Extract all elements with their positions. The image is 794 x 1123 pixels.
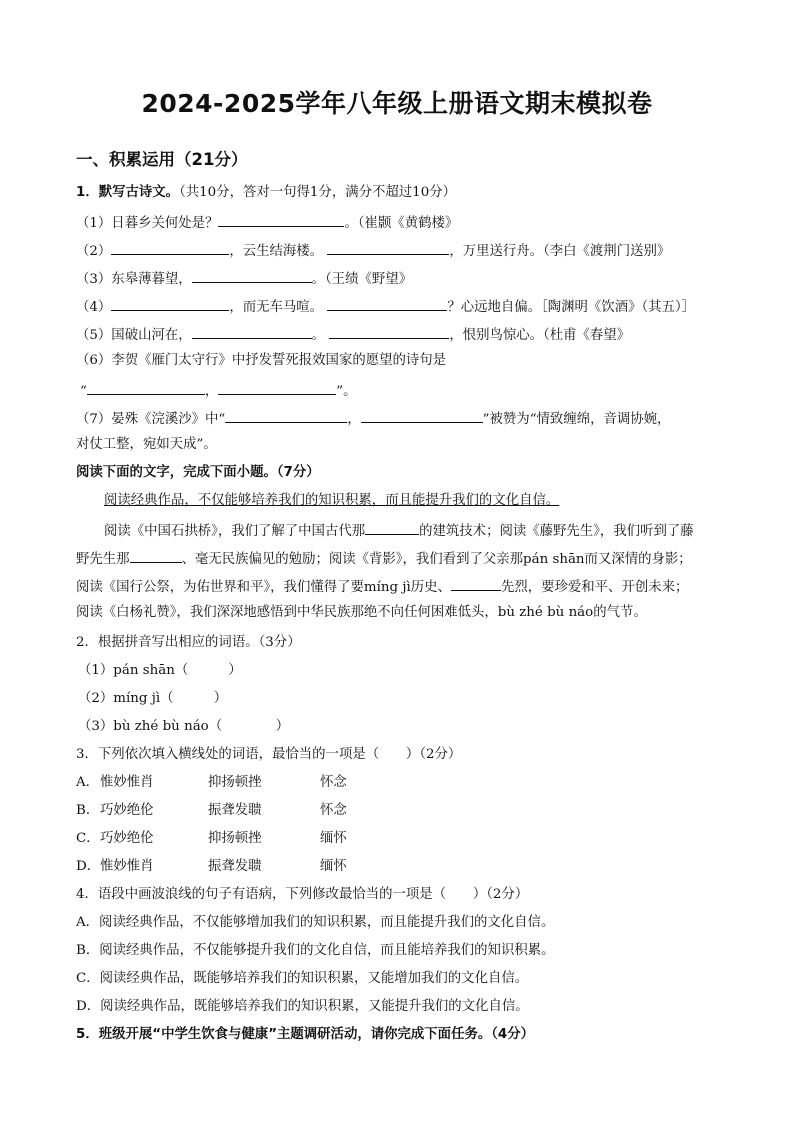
q1-line-1: （1）日暮乡关何处是？ 。（崔颢《黄鹤楼》 (76, 212, 458, 233)
fill-blank[interactable] (451, 576, 501, 591)
q2-item-3[interactable]: （3）bù zhé bù náo（ ） (78, 719, 290, 734)
q4-option-a[interactable]: A．阅读经典作品，不仅能够增加我们的知识积累，而且能提升我们的文化自信。 (76, 915, 555, 930)
q1-line-6-answer: “ ， ”。 (80, 380, 357, 401)
q1-line-3: （3）东皋薄暮望， 。（王绩《野望》 (76, 268, 412, 289)
q2-item-1[interactable]: （1）pán shān（ ） (78, 663, 242, 678)
q3-option-d[interactable]: D．惟妙惟肖 振聋发聩 缅怀 (76, 859, 347, 874)
q4-option-c[interactable]: C．阅读经典作品，既能够培养我们的知识积累，又能增加我们的文化自信。 (76, 971, 529, 986)
reading-line-1: 阅读《中国石拱桥》，我们了解了中国古代那 的建筑技术；阅读《藤野先生》，我们听到了藤 (104, 520, 694, 541)
answer-blank[interactable] (361, 408, 483, 423)
q1-line-4: （4） ，而无车马喧。 ？心远地自偏。［陶渊明《饮酒》（其五）］ (76, 296, 695, 317)
reading-line-2: 野先生那 、毫无民族偏见的勉励；阅读《背影》，我们看到了父亲那pán shān而又深情的身影； (76, 548, 692, 569)
q1-line-7-cont: 对仗工整，宛如天成”。 (76, 437, 217, 452)
answer-blank[interactable] (192, 324, 312, 339)
reading-sentence: 阅读经典作品，不仅能够培养我们的知识积累，而且能提升我们的文化自信。 (104, 493, 560, 508)
answer-blank[interactable] (192, 268, 312, 283)
q1-line-7: （7）晏殊《浣溪沙》中“ ， ”被赞为“情致缠绵，音调协婉， (76, 408, 670, 429)
q5-heading: 5．班级开展“中学生饮食与健康”主题调研活动，请你完成下面任务。（4分） (76, 1027, 535, 1042)
q2-heading: 2．根据拼音写出相应的词语。（3分） (76, 635, 301, 650)
q3-option-c[interactable]: C．巧妙绝伦 抑扬顿挫 缅怀 (76, 831, 347, 846)
answer-blank[interactable] (225, 408, 347, 423)
q1-line-6: （6）李贺《雁门太守行》中抒发誓死报效国家的愿望的诗句是 (76, 353, 447, 368)
q1-line-2: （2） ，云生结海楼。 ，万里送行舟。（李白《渡荆门送别》 (76, 240, 670, 261)
reading-line-3: 阅读《国行公祭，为佑世界和平》，我们懂得了要míng jì历史、 先烈，要珍爱和平、开创未来； (76, 576, 688, 597)
q1-heading: 1．默写古诗文。（共10分，答对一句得1分，满分不超过10分） (76, 185, 456, 200)
reading-heading: 阅读下面的文字，完成下面小题。（7分） (76, 465, 320, 480)
q2-item-2[interactable]: （2）míng jì（ ） (78, 691, 228, 706)
section-heading: 一、积累运用（21分） (76, 150, 248, 169)
q4-heading: 4．语段中画波浪线的句子有语病，下列修改最恰当的一项是（ ）（2分） (76, 887, 529, 902)
q3-option-a[interactable]: A．惟妙惟肖 抑扬顿挫 怀念 (76, 775, 347, 790)
q3-option-b[interactable]: B．巧妙绝伦 振聋发聩 怀念 (76, 803, 347, 818)
fill-blank[interactable] (130, 548, 182, 563)
answer-blank[interactable] (327, 240, 449, 255)
q4-option-b[interactable]: B．阅读经典作品，不仅能够提升我们的文化自信，而且能培养我们的知识积累。 (76, 943, 555, 958)
q4-option-d[interactable]: D．阅读经典作品，既能够培养我们的知识积累，又能提升我们的文化自信。 (76, 999, 529, 1014)
answer-blank[interactable] (111, 240, 229, 255)
answer-blank[interactable] (329, 324, 449, 339)
reading-line-4: 阅读《白杨礼赞》，我们深深地感悟到中华民族那绝不向任何困难低头，bù zhé bù náo的气节。 (76, 605, 647, 620)
answer-blank[interactable] (218, 380, 336, 395)
answer-blank[interactable] (87, 380, 205, 395)
q3-heading: 3．下列依次填入横线处的词语，最恰当的一项是（ ）（2分） (76, 747, 462, 762)
fill-blank[interactable] (365, 520, 419, 535)
answer-blank[interactable] (111, 296, 229, 311)
q1-line-5: （5）国破山河在， 。 ，恨别鸟惊心。（杜甫《春望》 (76, 324, 630, 345)
page-title: 2024-2025学年八年级上册语文期末模拟卷 (141, 89, 653, 118)
answer-blank[interactable] (218, 212, 344, 227)
answer-blank[interactable] (327, 296, 447, 311)
